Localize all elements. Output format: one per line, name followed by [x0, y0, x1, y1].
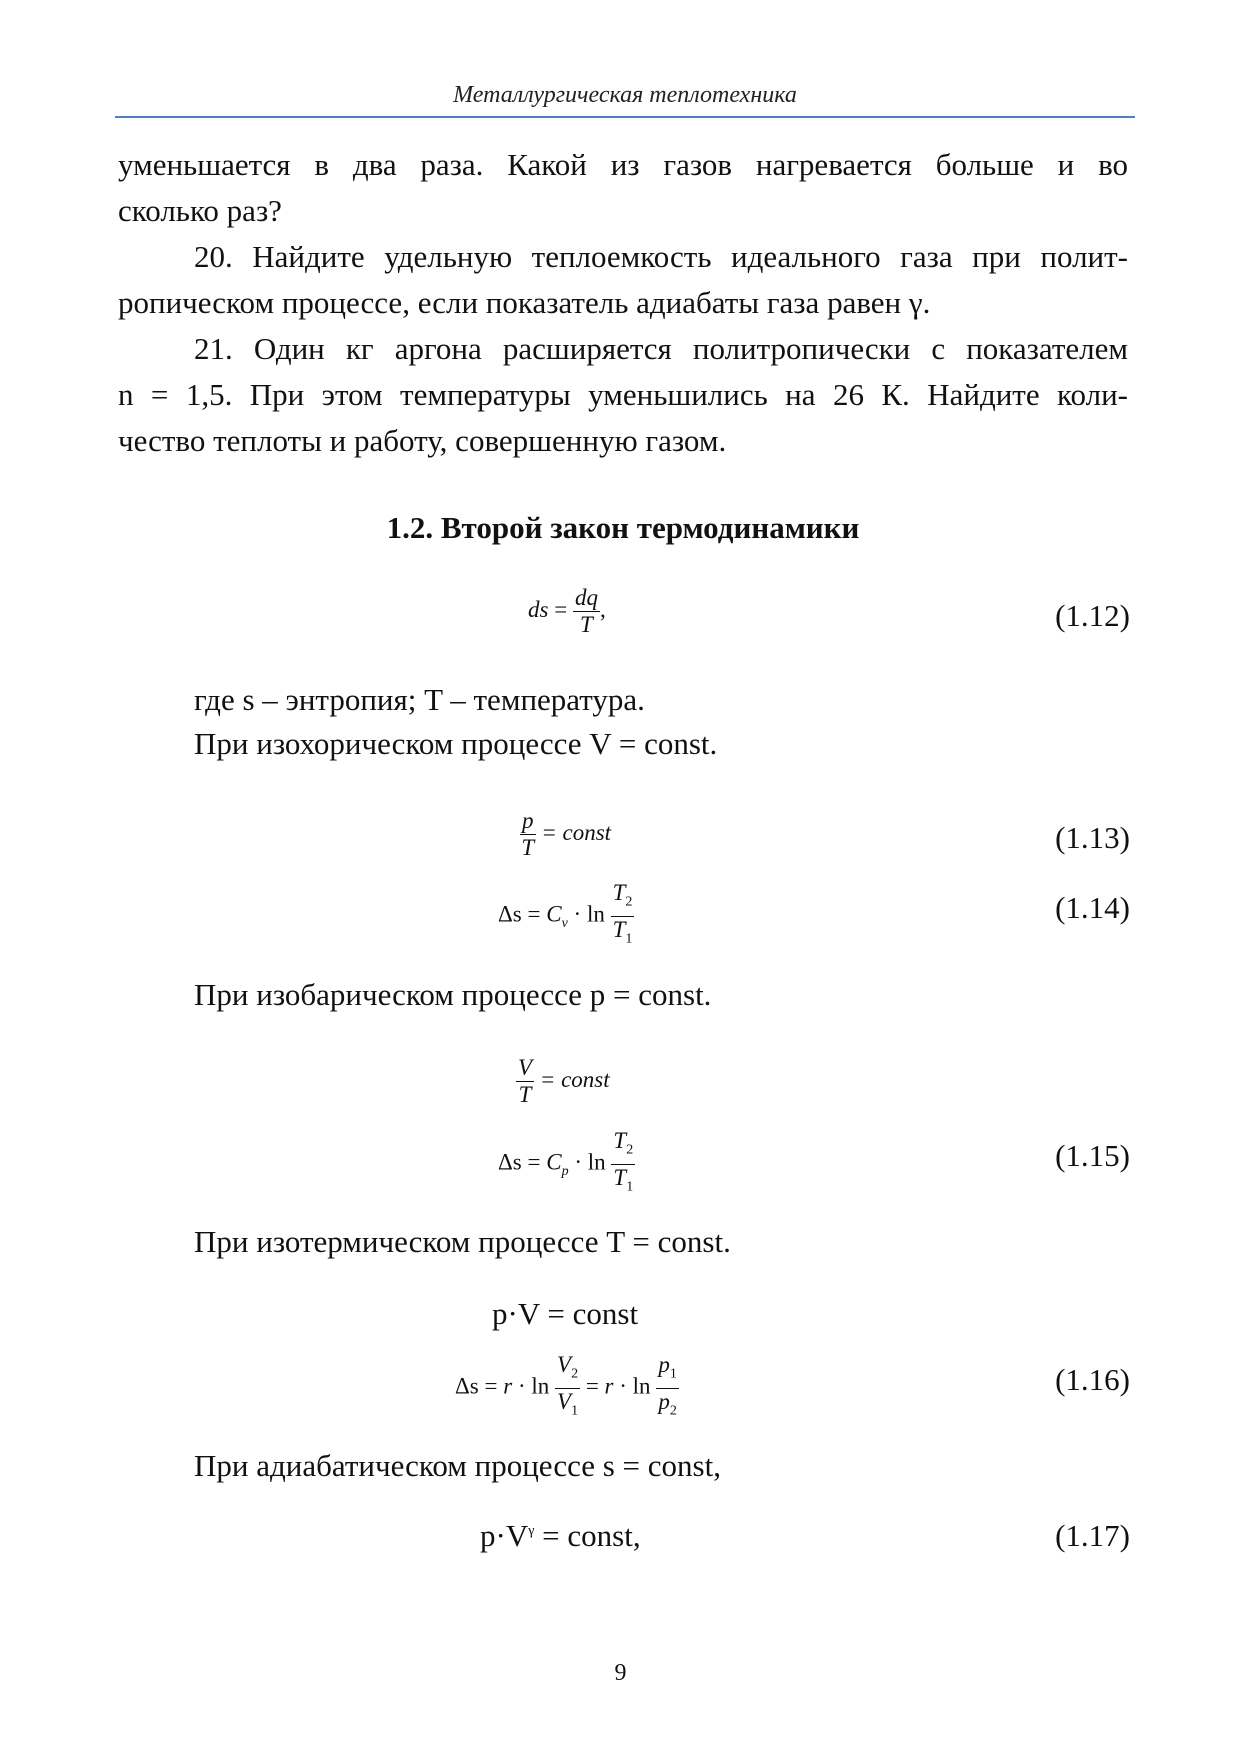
eq-base: p·V: [480, 1518, 529, 1553]
eq-rhs: = const: [541, 819, 612, 845]
eq-lhs: ds: [528, 596, 549, 622]
running-header: Металлургическая теплотехника: [453, 82, 797, 108]
text-line: 21. Один кг аргона расширяется политропически с показателем: [194, 331, 1128, 366]
denominator-subscript: 2: [669, 1403, 677, 1419]
denominator-symbol: V: [557, 1388, 572, 1414]
coefficient-subscript: p: [561, 1163, 569, 1179]
text-line: сколько раз?: [118, 193, 282, 228]
equation-number: (1.13): [1055, 820, 1130, 855]
eq-rhs: = const: [539, 1066, 610, 1092]
ln-operator: ln: [531, 1373, 550, 1399]
gas-constant: r: [503, 1373, 513, 1399]
text-isobaric: При изобарическом процессе p = const.: [194, 977, 712, 1012]
denominator: T: [518, 1082, 532, 1107]
text-entropy: где s – энтропия; T – температура.: [194, 682, 645, 717]
dot-operator: ·: [619, 1373, 627, 1399]
ln-operator: ln: [587, 1149, 606, 1175]
dot-operator: ·: [573, 901, 582, 927]
numerator-subscript: 2: [625, 894, 633, 910]
fraction: [611, 880, 635, 952]
problem-21: [118, 326, 1128, 464]
fraction: [656, 1352, 679, 1424]
numerator-subscript: 1: [669, 1366, 677, 1382]
text-line: 20. Найдите удельную теплоемкость идеального газа при полит-: [194, 239, 1128, 274]
section-title: 1.2. Второй закон термодинамики: [386, 510, 860, 545]
equation-isobaric-vt: [516, 1055, 610, 1108]
numerator: dq: [574, 585, 598, 610]
numerator-symbol: p: [658, 1352, 670, 1377]
denominator-symbol: T: [613, 1164, 627, 1190]
numerator: [611, 880, 635, 917]
equation-1-13: [520, 808, 611, 861]
header-rule: [115, 116, 1135, 118]
text-line: уменьшается в два раза. Какой из газов нагревается больше и во: [118, 147, 1128, 182]
eq-sign: =: [527, 1149, 541, 1175]
numerator-symbol: V: [557, 1352, 572, 1377]
denominator: [611, 1165, 635, 1201]
eq-sign: =: [585, 1373, 599, 1399]
denominator: T: [521, 835, 535, 860]
numerator-subscript: 2: [571, 1366, 579, 1382]
equation-number: (1.12): [1055, 598, 1130, 633]
text-isothermal: При изотермическом процессе T = const.: [194, 1224, 731, 1259]
eq-lhs: Δs: [498, 901, 522, 927]
numerator: p: [522, 808, 534, 833]
eq-tail: ,: [599, 596, 606, 622]
equation-1-14: [498, 880, 634, 952]
denominator-subscript: 1: [625, 931, 633, 947]
denominator-symbol: p: [658, 1388, 670, 1414]
denominator-subscript: 1: [571, 1403, 579, 1419]
eq-lhs: Δs: [455, 1373, 479, 1399]
text-isochoric: При изохорическом процессе V = const.: [194, 726, 718, 761]
denominator-subscript: 1: [626, 1179, 634, 1195]
numerator: [555, 1352, 580, 1389]
text-line: n = 1,5. При этом температуры уменьшились на 26 К. Найдите коли-: [118, 377, 1128, 412]
numerator-symbol: T: [612, 880, 626, 905]
denominator: [656, 1389, 679, 1425]
eq-lhs: Δs: [498, 1149, 522, 1175]
eq-exponent: γ: [528, 1523, 535, 1539]
fraction: [611, 1128, 635, 1200]
denominator: [555, 1389, 580, 1425]
fraction: [520, 808, 536, 861]
numerator-subscript: 2: [626, 1142, 634, 1158]
equation-number: (1.17): [1055, 1518, 1130, 1553]
page-number: 9: [614, 1660, 627, 1686]
equation-number: (1.15): [1055, 1138, 1130, 1173]
coefficient: C: [546, 1149, 562, 1175]
ln-operator: ln: [632, 1373, 651, 1399]
gas-constant: r: [604, 1373, 614, 1399]
numerator: [656, 1352, 679, 1389]
equation-1-16: [455, 1352, 679, 1424]
eq-rhs: = const,: [534, 1518, 641, 1553]
equation-number: (1.16): [1055, 1362, 1130, 1397]
dot-operator: ·: [517, 1373, 526, 1399]
numerator-symbol: T: [613, 1128, 627, 1153]
text-adiabatic: При адиабатическом процессе s = const,: [194, 1448, 721, 1483]
dot-operator: ·: [574, 1149, 582, 1175]
equation-1-12: [528, 585, 606, 638]
equation-1-17: [480, 1518, 641, 1554]
problem-20: [118, 234, 1128, 326]
numerator: V: [518, 1055, 533, 1080]
fraction: [555, 1352, 580, 1424]
fraction: [516, 1055, 534, 1108]
equation-1-15: [498, 1128, 635, 1200]
coefficient-subscript: v: [561, 915, 568, 931]
text-line: ропическом процессе, если показатель адиабаты газа равен γ.: [118, 285, 931, 320]
eq-sign: =: [484, 1373, 498, 1399]
intro-paragraph: [118, 142, 1128, 234]
equation-number: (1.14): [1055, 890, 1130, 925]
ln-operator: ln: [586, 901, 605, 927]
denominator: T: [580, 612, 593, 637]
eq-sign: =: [554, 596, 568, 622]
denominator: [611, 917, 635, 953]
equation-pv-const: p·V = const: [492, 1296, 639, 1331]
text-line: чество теплоты и работу, совершенную газом.: [118, 423, 727, 458]
denominator-symbol: T: [612, 916, 626, 942]
numerator: [611, 1128, 635, 1165]
coefficient: C: [546, 901, 562, 927]
fraction: [573, 585, 600, 638]
eq-sign: =: [527, 901, 541, 927]
